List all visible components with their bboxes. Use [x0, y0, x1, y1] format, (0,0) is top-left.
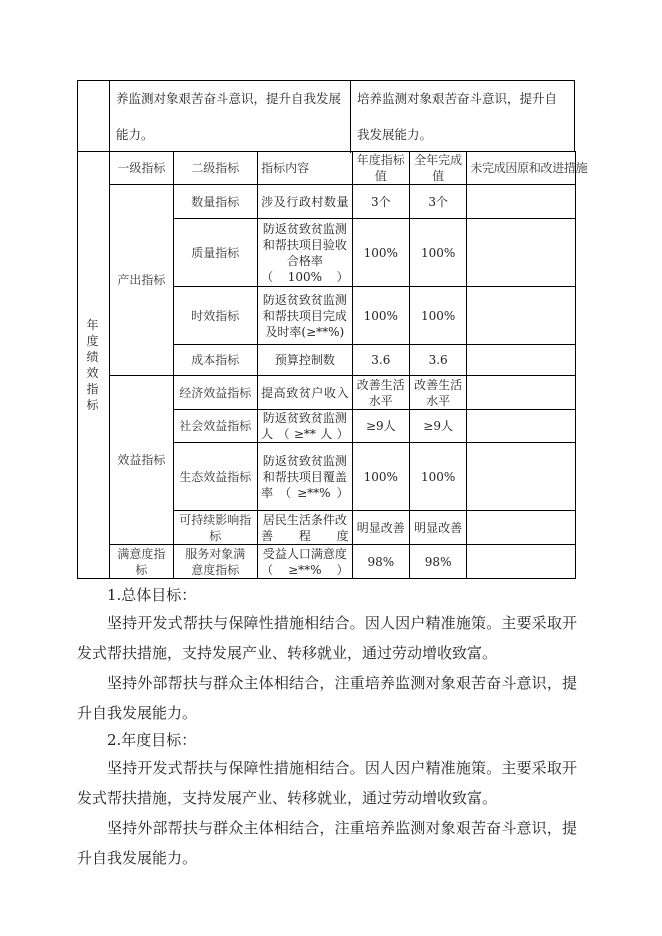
content-cell: 预算控制数 — [258, 345, 353, 376]
remark-cell — [467, 345, 576, 376]
table-row — [78, 376, 576, 410]
level2-cell: 可持续影响指标 — [173, 511, 258, 545]
level1-cell: 满意度指标 — [110, 545, 173, 579]
content-cell: 防返贫致贫监测和帮扶项目覆盖率（≥**%） — [258, 443, 353, 511]
header-cell: 全年完成值 — [409, 152, 466, 185]
actual-cell: 100% — [409, 443, 466, 511]
annual-performance-label: 年度绩效指标 — [78, 152, 110, 579]
level1-cell: 产出指标 — [110, 185, 173, 376]
content-cell: 防返贫致贫监测和帮扶项目验收合格率（100%） — [258, 219, 353, 287]
level2-cell: 经济效益指标 — [173, 376, 258, 410]
actual-cell: ≥9人 — [409, 410, 466, 443]
target-cell: 100% — [352, 287, 409, 345]
remark-cell — [467, 287, 576, 345]
header-cell: 指标内容 — [258, 152, 353, 185]
heading-overall-goal: 1.总体目标： — [107, 586, 197, 604]
header-cell: 未完成因原和改进措施 — [467, 152, 576, 185]
header-cell: 年度指标值 — [352, 152, 409, 185]
target-cell: ≥9人 — [352, 410, 409, 443]
header-cell: 一级指标 — [110, 152, 173, 185]
table-header-row — [78, 152, 576, 185]
target-cell: 98% — [352, 545, 409, 579]
actual-cell: 100% — [409, 287, 466, 345]
level1-cell: 效益指标 — [110, 376, 173, 545]
remark-cell — [467, 545, 576, 579]
paragraph: 坚持开发式帮扶与保障性措施相结合。因人因户精准施策。主要采取开发式帮扶措施，支持发展产业、转移就业，通过劳动增收致富。 — [77, 759, 577, 807]
performance-indicator-table — [77, 151, 588, 579]
target-cell: 改善生活水平 — [352, 376, 409, 410]
remark-cell — [467, 443, 576, 511]
header-cell: 二级指标 — [173, 152, 258, 185]
level2-cell: 成本指标 — [173, 345, 258, 376]
continuation-left-text: 养监测对象艰苦奋斗意识，提升自我发展能力。 — [116, 91, 342, 142]
content-cell: 居民生活条件改善程度 — [258, 511, 353, 545]
remark-cell — [467, 219, 576, 287]
table-row — [78, 545, 576, 579]
actual-cell: 改善生活水平 — [409, 376, 466, 410]
actual-cell: 100% — [409, 219, 466, 287]
column-divider — [350, 81, 351, 153]
actual-cell: 3.6 — [409, 345, 466, 376]
actual-cell: 98% — [409, 545, 466, 579]
level2-cell: 数量指标 — [173, 185, 258, 219]
continuation-table — [77, 80, 575, 152]
table-row — [78, 185, 576, 219]
remark-cell — [467, 185, 576, 219]
target-cell: 3.6 — [352, 345, 409, 376]
content-cell: 防返贫致贫监测和帮扶项目完成及时率(≥**%) — [258, 287, 353, 345]
paragraph: 坚持外部帮扶与群众主体相结合，注重培养监测对象艰苦奋斗意识，提升自我发展能力。 — [77, 819, 577, 867]
level2-cell: 生态效益指标 — [173, 443, 258, 511]
content-cell: 防返贫致贫监测人（≥**人） — [258, 410, 353, 443]
remark-cell — [467, 511, 576, 545]
column-divider — [109, 81, 110, 153]
level2-cell: 社会效益指标 — [173, 410, 258, 443]
target-cell: 明显改善 — [352, 511, 409, 545]
actual-cell: 明显改善 — [409, 511, 466, 545]
remark-cell — [467, 376, 576, 410]
remark-cell — [467, 410, 576, 443]
content-cell: 受益人口满意度（≥**%） — [258, 545, 353, 579]
heading-annual-goal: 2.年度目标： — [107, 731, 197, 749]
level2-cell: 时效指标 — [173, 287, 258, 345]
paragraph: 坚持外部帮扶与群众主体相结合，注重培养监测对象艰苦奋斗意识，提升自我发展能力。 — [77, 674, 577, 722]
paragraph: 坚持开发式帮扶与保障性措施相结合。因人因户精准施策。主要采取开发式帮扶措施，支持发展产业、转移就业，通过劳动增收致富。 — [77, 614, 577, 662]
target-cell: 100% — [352, 219, 409, 287]
content-cell: 涉及行政村数量 — [258, 185, 353, 219]
target-cell: 100% — [352, 443, 409, 511]
content-cell: 提高致贫户收入 — [258, 376, 353, 410]
target-cell: 3个 — [352, 185, 409, 219]
level2-cell: 服务对象满意度指标 — [173, 545, 258, 579]
continuation-right-text: 培养监测对象艰苦奋斗意识，提升自我发展能力。 — [357, 91, 558, 142]
level2-cell: 质量指标 — [173, 219, 258, 287]
actual-cell: 3个 — [409, 185, 466, 219]
